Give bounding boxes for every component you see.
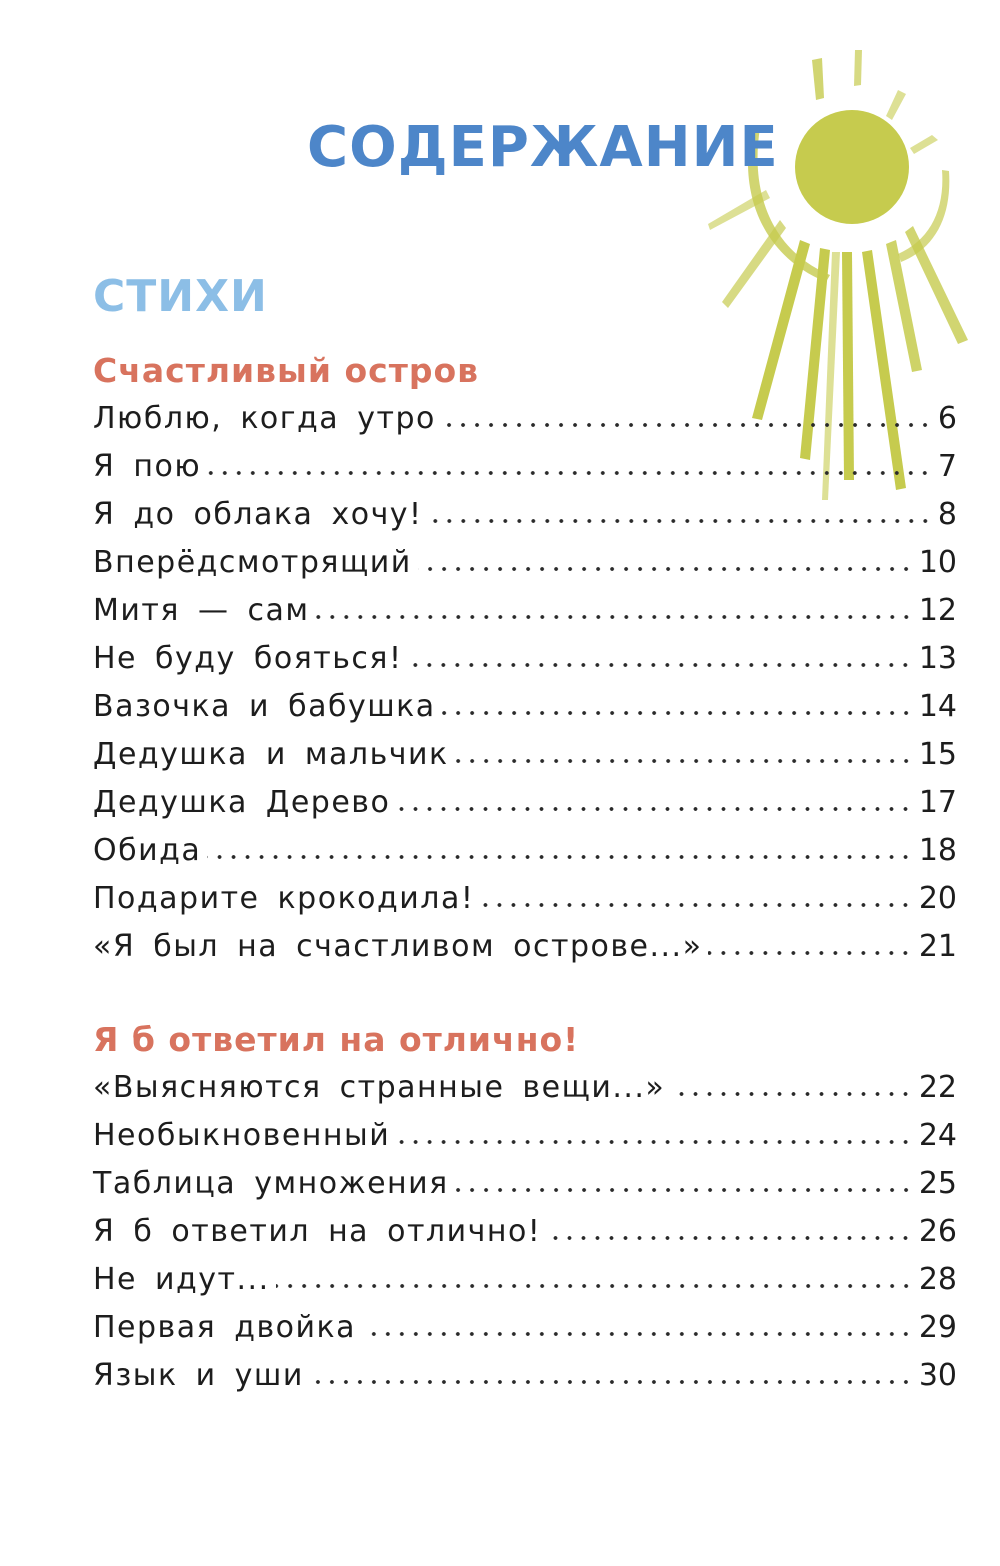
toc-entry-page: 14 [918, 689, 957, 724]
toc-entry-title: Не идут... [93, 1262, 270, 1297]
dot-leader [276, 1279, 913, 1293]
toc-entry[interactable] [93, 1302, 957, 1350]
toc-entry-title: Обида [93, 833, 202, 868]
dot-leader [455, 1183, 913, 1197]
dot-leader [671, 1087, 913, 1101]
dot-leader [455, 754, 913, 768]
dot-leader [708, 946, 912, 960]
toc-entry-title: Вперёдсмотрящий [93, 545, 412, 580]
dot-leader [418, 562, 913, 576]
toc-entry-page: 6 [937, 401, 957, 436]
toc-entry-title: «Я был на счастливом острове...» [93, 929, 703, 964]
toc-list-1 [93, 393, 957, 969]
toc-entry[interactable] [93, 1206, 957, 1254]
section-title: СТИХИ [93, 271, 268, 322]
toc-entry-page: 8 [937, 497, 957, 532]
toc-entry-page: 21 [918, 929, 957, 964]
toc-entry[interactable] [93, 1158, 957, 1206]
toc-entry-title: Необыкновенный [93, 1118, 391, 1153]
toc-entry[interactable] [93, 633, 957, 681]
toc-list-2 [93, 1062, 957, 1398]
toc-entry-title: Дедушка Дерево [93, 785, 391, 820]
toc-entry-page: 24 [918, 1118, 957, 1153]
toc-entry[interactable] [93, 825, 957, 873]
toc-entry[interactable] [93, 729, 957, 777]
toc-entry[interactable] [93, 585, 957, 633]
toc-entry[interactable] [93, 537, 957, 585]
toc-entry-title: Таблица умножения [93, 1166, 449, 1201]
toc-entry-page: 25 [918, 1166, 957, 1201]
toc-entry[interactable] [93, 489, 957, 537]
toc-entry[interactable] [93, 1254, 957, 1302]
toc-entry-page: 29 [918, 1310, 957, 1345]
toc-entry-title: Первая двойка [93, 1310, 356, 1345]
dot-leader [396, 802, 913, 816]
toc-entry-page: 30 [918, 1358, 957, 1393]
dot-leader [362, 1327, 913, 1341]
dot-leader [396, 1135, 913, 1149]
toc-entry-title: Подарите крокодила! [93, 881, 475, 916]
toc-entry-title: Я до облака хочу! [93, 497, 423, 532]
toc-entry-page: 18 [918, 833, 957, 868]
toc-entry-page: 12 [918, 593, 957, 628]
toc-entry[interactable] [93, 873, 957, 921]
group-title-2: Я б ответил на отлично! [93, 1020, 580, 1059]
toc-entry-page: 22 [918, 1070, 957, 1105]
toc-entry[interactable] [93, 1110, 957, 1158]
dot-leader [207, 850, 913, 864]
toc-entry[interactable] [93, 777, 957, 825]
toc-entry-page: 17 [918, 785, 957, 820]
dot-leader [442, 418, 932, 432]
toc-entry-title: Вазочка и бабушка [93, 689, 436, 724]
toc-entry-page: 15 [918, 737, 957, 772]
toc-entry-page: 7 [937, 449, 957, 484]
toc-entry[interactable] [93, 441, 957, 489]
toc-entry-page: 13 [918, 641, 957, 676]
dot-leader [442, 706, 913, 720]
dot-leader [316, 610, 913, 624]
dot-leader [408, 658, 912, 672]
toc-entry[interactable] [93, 393, 957, 441]
dot-leader [207, 466, 932, 480]
toc-entry-page: 28 [918, 1262, 957, 1297]
toc-entry-page: 10 [918, 545, 957, 580]
toc-entry-title: Я пою [93, 449, 202, 484]
toc-entry-page: 26 [918, 1214, 957, 1249]
dot-leader [547, 1231, 912, 1245]
group-title-1: Счастливый остров [93, 351, 479, 390]
toc-entry-title: Не буду бояться! [93, 641, 403, 676]
toc-entry[interactable] [93, 1062, 957, 1110]
toc-entry-title: Я б ответил на отлично! [93, 1214, 542, 1249]
dot-leader [429, 514, 932, 528]
toc-entry-title: Дедушка и мальчик [93, 737, 449, 772]
dot-leader [310, 1375, 913, 1389]
dot-leader [480, 898, 912, 912]
toc-entry-title: «Выясняются странные вещи...» [93, 1070, 666, 1105]
page-title: СОДЕРЖАНИЕ [307, 115, 779, 180]
toc-entry[interactable] [93, 921, 957, 969]
toc-entry-title: Люблю, когда утро [93, 401, 436, 436]
toc-entry-title: Язык и уши [93, 1358, 304, 1393]
toc-entry[interactable] [93, 1350, 957, 1398]
toc-entry[interactable] [93, 681, 957, 729]
toc-entry-title: Митя — сам [93, 593, 310, 628]
toc-entry-page: 20 [918, 881, 957, 916]
